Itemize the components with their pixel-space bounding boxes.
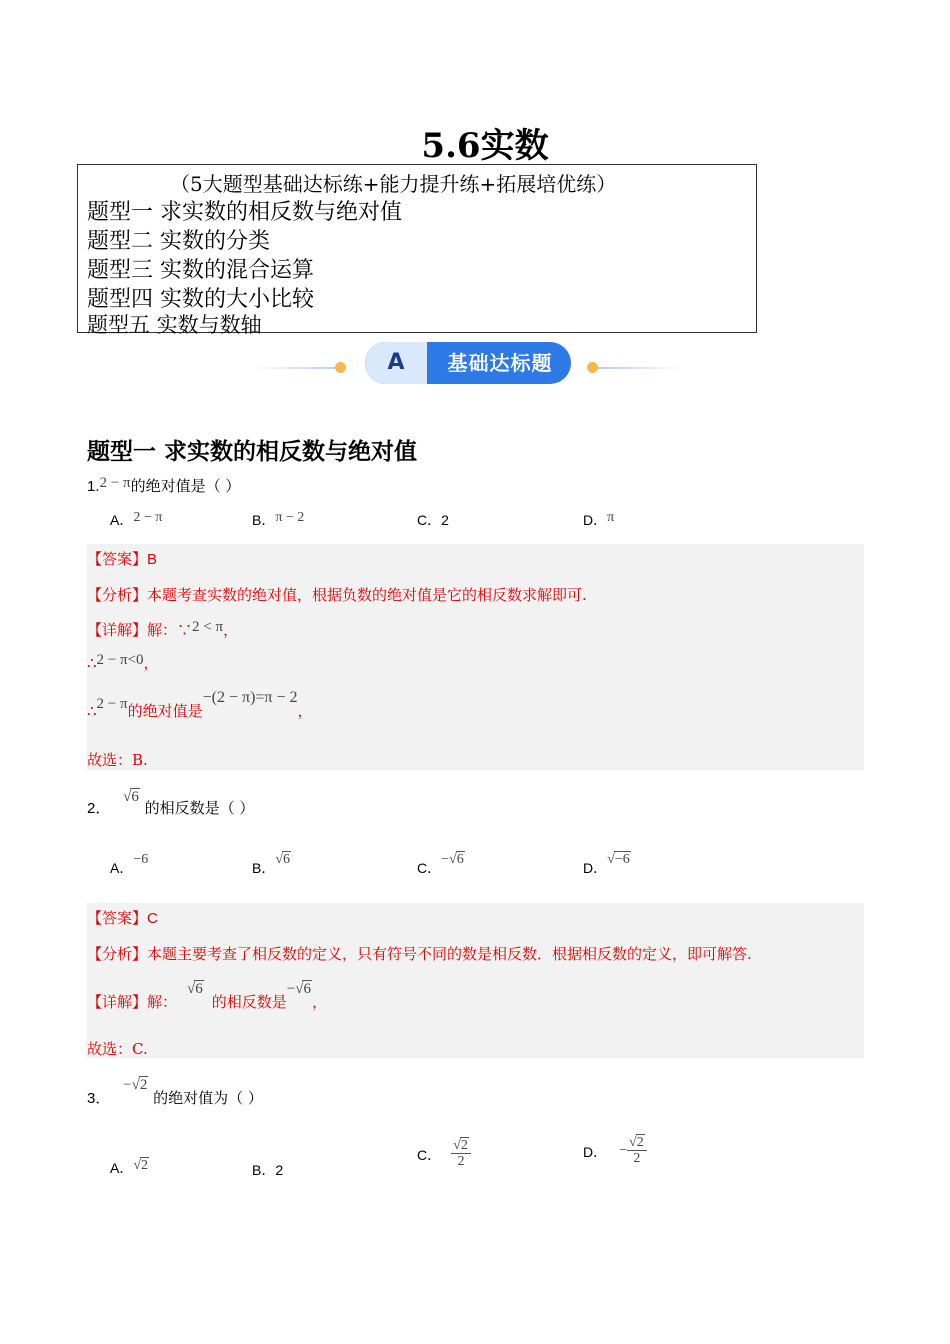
question-number: 3． [87, 1090, 111, 1107]
option-a[interactable] [110, 1158, 149, 1178]
option-label: B． [252, 1162, 276, 1178]
banner-left-line [253, 367, 339, 369]
question-number: 1. [87, 478, 100, 495]
option-sign: − [441, 852, 450, 867]
answer-line: 【答案】B [87, 550, 158, 568]
conclusion-line: 故选：C. [87, 1040, 148, 1058]
option-c[interactable] [417, 848, 465, 876]
toc-subtitle: （5大题型基础达标练+能力提升练+拓展培优练） [170, 172, 617, 196]
question-1 [87, 475, 240, 496]
option-label: B． [252, 512, 276, 528]
question-text: 的绝对值是（ ） [130, 477, 241, 495]
option-value: √2 [133, 1158, 149, 1173]
question-text: 的相反数是（ ） [144, 799, 255, 817]
banner-dot-icon [587, 362, 598, 373]
step-line: ∴2 − π的绝对值是−(2 − π)=π − 2， [87, 689, 313, 720]
option-b[interactable] [252, 1160, 283, 1180]
option-label: D． [583, 860, 608, 876]
option-label: C． [417, 860, 442, 876]
section-banner [365, 342, 571, 384]
option-value: −6 [133, 852, 149, 867]
conclusion-line: 故选：B. [87, 751, 148, 769]
option-label: D． [583, 1144, 608, 1161]
option-label: D． [583, 512, 608, 528]
section-heading: 题型一 求实数的相反数与绝对值 [87, 438, 418, 465]
analysis-line: 【分析】本题主要考查了相反数的定义，只有符号不同的数是相反数．根据相反数的定义，即可解答. [87, 945, 752, 963]
option-b[interactable] [252, 510, 304, 530]
option-d[interactable] [583, 848, 631, 876]
math-expr: √6 [123, 789, 139, 805]
option-label: C． [417, 512, 442, 528]
option-value: √−6 [607, 852, 630, 867]
option-value: √6 [275, 852, 291, 867]
banner-badge: A [365, 342, 427, 384]
detail-line: 【详解】解：∵2 < π， [87, 619, 239, 639]
question-2 [87, 785, 255, 817]
toc-item: 题型二 实数的分类 [87, 229, 270, 254]
option-b[interactable] [252, 848, 291, 876]
option-value: π [607, 510, 615, 525]
question-3 [87, 1073, 263, 1107]
answer-box [87, 544, 864, 770]
banner-label: 基础达标题 [447, 351, 553, 375]
option-label: A． [110, 512, 134, 528]
option-value: $\frac{√2}{2}$ [451, 1137, 471, 1170]
answer-line: 【答案】C [87, 909, 158, 927]
toc-item: 题型四 实数的大小比较 [87, 287, 314, 312]
step-line: ∴2 − π<0， [87, 652, 159, 672]
option-value: 2 [441, 512, 449, 528]
option-c[interactable] [417, 510, 449, 530]
math-expr: √2 [131, 1077, 148, 1093]
toc-item: 题型五 实数与数轴 [87, 313, 262, 337]
banner-dot-icon [335, 362, 346, 373]
page-title: 5.6实数 [421, 126, 549, 166]
option-value: 2 [275, 1162, 284, 1178]
question-number: 2． [87, 800, 111, 817]
option-value: $\frac{√2}{2}$ [627, 1134, 647, 1167]
toc-item: 题型一 求实数的相反数与绝对值 [87, 200, 402, 225]
option-value: 2 − π [133, 510, 163, 525]
math-sign: − [123, 1077, 132, 1093]
option-label: A． [110, 1160, 134, 1176]
banner-right-line [598, 367, 684, 369]
option-c[interactable] [417, 1137, 471, 1170]
option-a[interactable] [110, 510, 162, 530]
analysis-line: 【分析】本题考查实数的绝对值，根据负数的绝对值是它的相反数求解即可. [87, 586, 587, 604]
option-d[interactable] [583, 510, 614, 530]
option-label: C． [417, 1147, 442, 1164]
question-text: 的绝对值为（ ） [153, 1089, 263, 1107]
option-d[interactable] [583, 1134, 647, 1167]
option-a[interactable] [110, 848, 149, 876]
option-sign: − [619, 1143, 628, 1159]
option-value: √6 [449, 852, 464, 867]
math-expr: 2 − π [99, 475, 131, 491]
detail-line: 【详解】解：√6的相反数是−√6， [87, 981, 327, 1011]
toc-item: 题型三 实数的混合运算 [87, 258, 314, 283]
option-label: A． [110, 860, 134, 876]
option-label: B． [252, 860, 276, 876]
option-value: π − 2 [275, 510, 305, 525]
